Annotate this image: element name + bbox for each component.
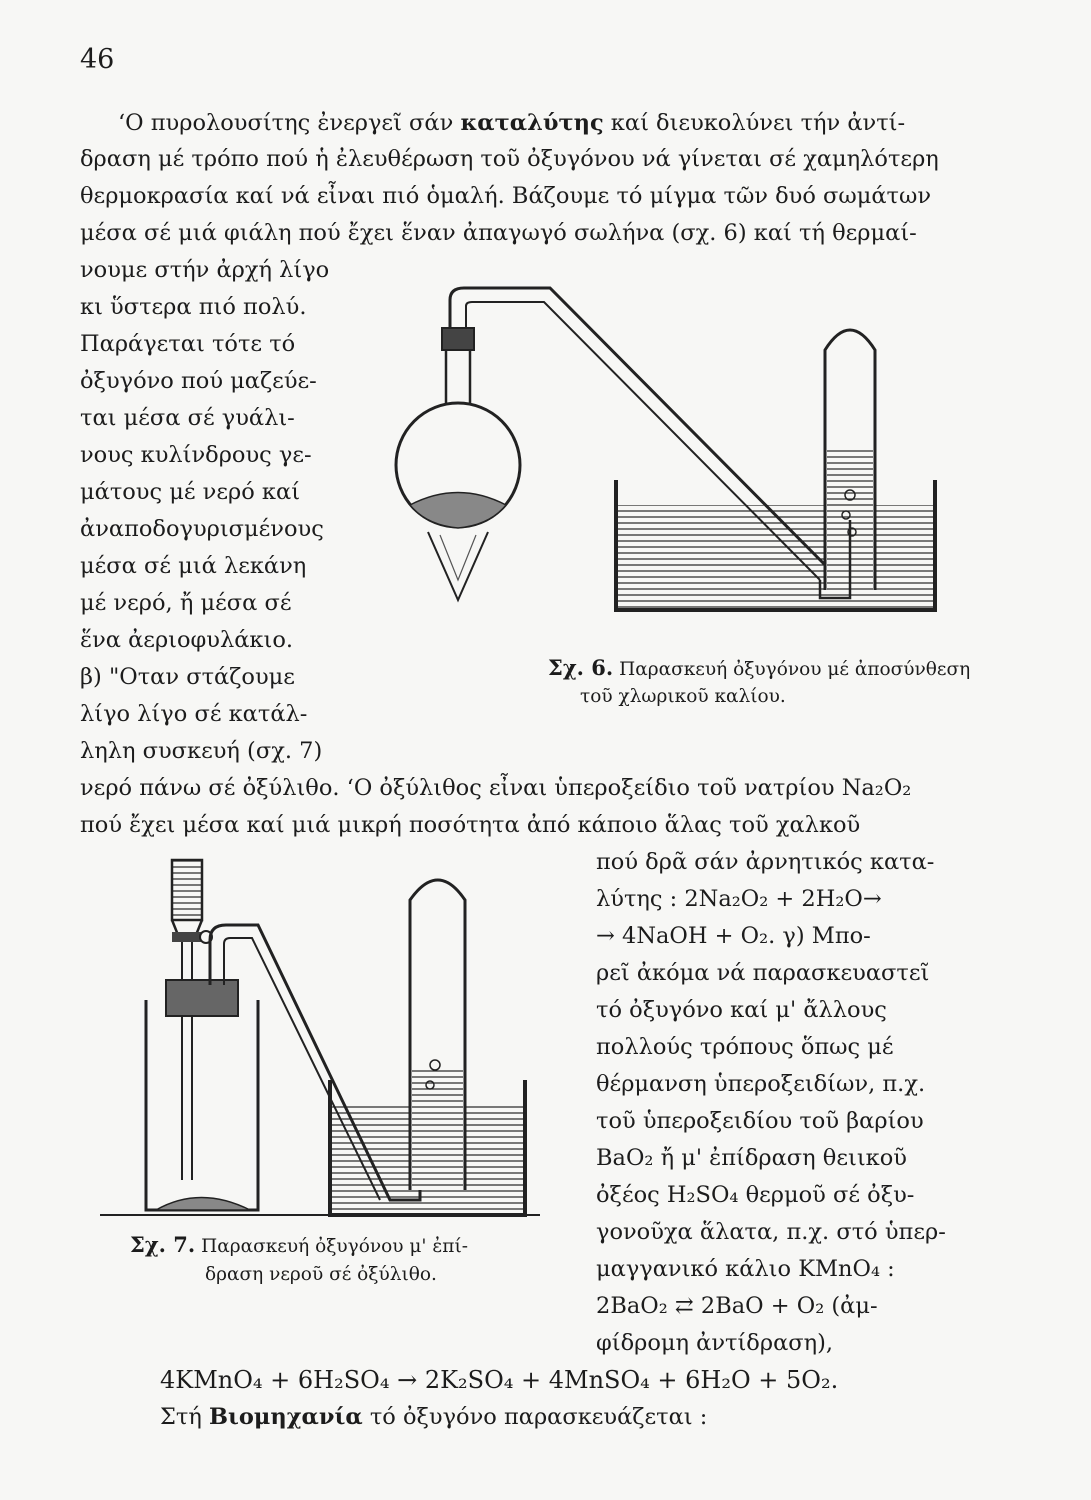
equation-kmno4: 4KMnO₄ + 6H₂SO₄ → 2K₂SO₄ + 4MnSO₄ + 6H₂O + 5O₂. xyxy=(160,1366,839,1394)
text-line-14: μέ νερό, ἤ μέσα σέ xyxy=(80,590,292,616)
figure-6-caption-line-2: τοῦ χλωρικοῦ καλίου. xyxy=(580,686,786,707)
text-line-21: πού δρᾶ σάν ἀρνητικός κατα- xyxy=(596,849,935,875)
text-line-2: δραση μέ τρόπο πού ἡ ἐλευθέρωση τοῦ ὀξυγόνου νά γίνεται σέ χαμηλότερη xyxy=(80,146,939,172)
text-line-1: ‘Ο πυρολουσίτης ἐνεργεῖ σάν καταλύτης καί διευκολύνει τήν ἀντί- xyxy=(118,110,906,136)
text-line-25: τό ὀξυγόνο καί μ' ἄλλους xyxy=(596,997,887,1023)
text-line-36: Στή Βιομηχανία τό ὀξυγόνο παρασκευάζεται : xyxy=(160,1404,708,1430)
text-line-23: → 4NaOH + O₂. γ) Μπο- xyxy=(596,923,871,949)
text-line-20: πού ἔχει μέσα καί μιά μικρή ποσότητα ἀπό κάποιο ἅλας τοῦ χαλκοῦ xyxy=(80,812,861,838)
figure-7-label: Σχ. 7. xyxy=(130,1232,196,1257)
text-line-28: τοῦ ὑπεροξειδίου τοῦ βαρίου xyxy=(596,1108,924,1134)
figure-6-apparatus xyxy=(380,280,960,620)
figure-6-caption-line-1: Σχ. 6. Παρασκευή ὀξυγόνου μέ ἀποσύνθεση xyxy=(548,655,971,680)
stopcock xyxy=(172,932,202,942)
figure-7-caption-line-1: Σχ. 7. Παρασκευή ὀξυγόνου μ' ἐπί- xyxy=(130,1232,468,1257)
text-line-19: νερό πάνω σέ ὀξύλιθο. ‘Ο ὀξύλιθος εἶναι ὑπεροξείδιο τοῦ νατρίου Na₂O₂ xyxy=(80,775,912,801)
page-number: 46 xyxy=(80,44,115,75)
text-line-13: μέσα σέ μιά λεκάνη xyxy=(80,553,307,579)
figure-7-caption-line-2: δραση νεροῦ σέ ὀξύλιθο. xyxy=(205,1264,437,1285)
text-line-30: ὀξέος H₂SO₄ θερμοῦ σέ ὀξυ- xyxy=(596,1182,915,1208)
text-line-26: πολλούς τρόπους ὅπως μέ xyxy=(596,1034,894,1060)
text-line-5: νουμε στήν ἀρχή λίγο xyxy=(80,257,330,283)
text-line-12: ἀναποδογυρισμένους xyxy=(80,516,324,542)
text-line-17: λίγο λίγο σέ κατάλ- xyxy=(80,701,308,727)
text-line-33: 2BaO₂ ⇄ 2BaO + O₂ (ἀμ- xyxy=(596,1293,878,1319)
text-line-18: ληλη συσκευή (σχ. 7) xyxy=(80,738,323,764)
text-line-32: μαγγανικό κάλιο KMnO₄ : xyxy=(596,1256,895,1282)
figure-7-apparatus xyxy=(100,840,560,1220)
text-line-8: ὀξυγόνο πού μαζεύε- xyxy=(80,368,317,394)
text-line-24: ρεῖ ἀκόμα νά παρασκευαστεῖ xyxy=(596,960,930,986)
dropping-funnel xyxy=(172,860,202,920)
text-line-7: Παράγεται τότε τό xyxy=(80,331,296,357)
text-line-10: νους κυλίνδρους γε- xyxy=(80,442,312,468)
sodium-peroxide-solid xyxy=(156,1198,250,1211)
text-line-22: λύτης : 2Na₂O₂ + 2H₂O→ xyxy=(596,886,882,912)
bold-term-industry: Βιομηχανία xyxy=(209,1404,363,1430)
stopper xyxy=(442,328,474,350)
bold-term-catalyst: καταλύτης xyxy=(460,110,604,136)
text-line-16: β) "Οταν στάζουμε xyxy=(80,664,295,690)
text-line-11: μάτους μέ νερό καί xyxy=(80,479,301,505)
text-line-4: μέσα σέ μιά φιάλη πού ἔχει ἕναν ἀπαγωγό σωλήνα (σχ. 6) καί τή θερμαί- xyxy=(80,220,917,246)
text-line-3: θερμοκρασία καί νά εἶναι πιό ὁμαλή. Βάζουμε τό μίγμα τῶν δυό σωμάτων xyxy=(80,183,932,209)
text-line-29: BaO₂ ἤ μ' ἐπίδραση θειικοῦ xyxy=(596,1145,907,1171)
flame-icon xyxy=(428,532,488,600)
text-line-15: ἕνα ἀεριοφυλάκιο. xyxy=(80,627,294,653)
reaction-bottle xyxy=(146,1000,258,1210)
figure-6-label: Σχ. 6. xyxy=(548,655,614,680)
text-line-6: κι ὕστερα πιό πολύ. xyxy=(80,294,307,320)
text-line-34: φίδρομη ἀντίδραση), xyxy=(596,1330,834,1356)
text-line-31: γονοῦχα ἅλατα, π.χ. στό ὑπερ- xyxy=(596,1219,946,1245)
text-line-27: θέρμανση ὑπεροξειδίων, π.χ. xyxy=(596,1071,926,1097)
trough-water xyxy=(618,505,933,608)
text-line-9: ται μέσα σέ γυάλι- xyxy=(80,405,295,431)
